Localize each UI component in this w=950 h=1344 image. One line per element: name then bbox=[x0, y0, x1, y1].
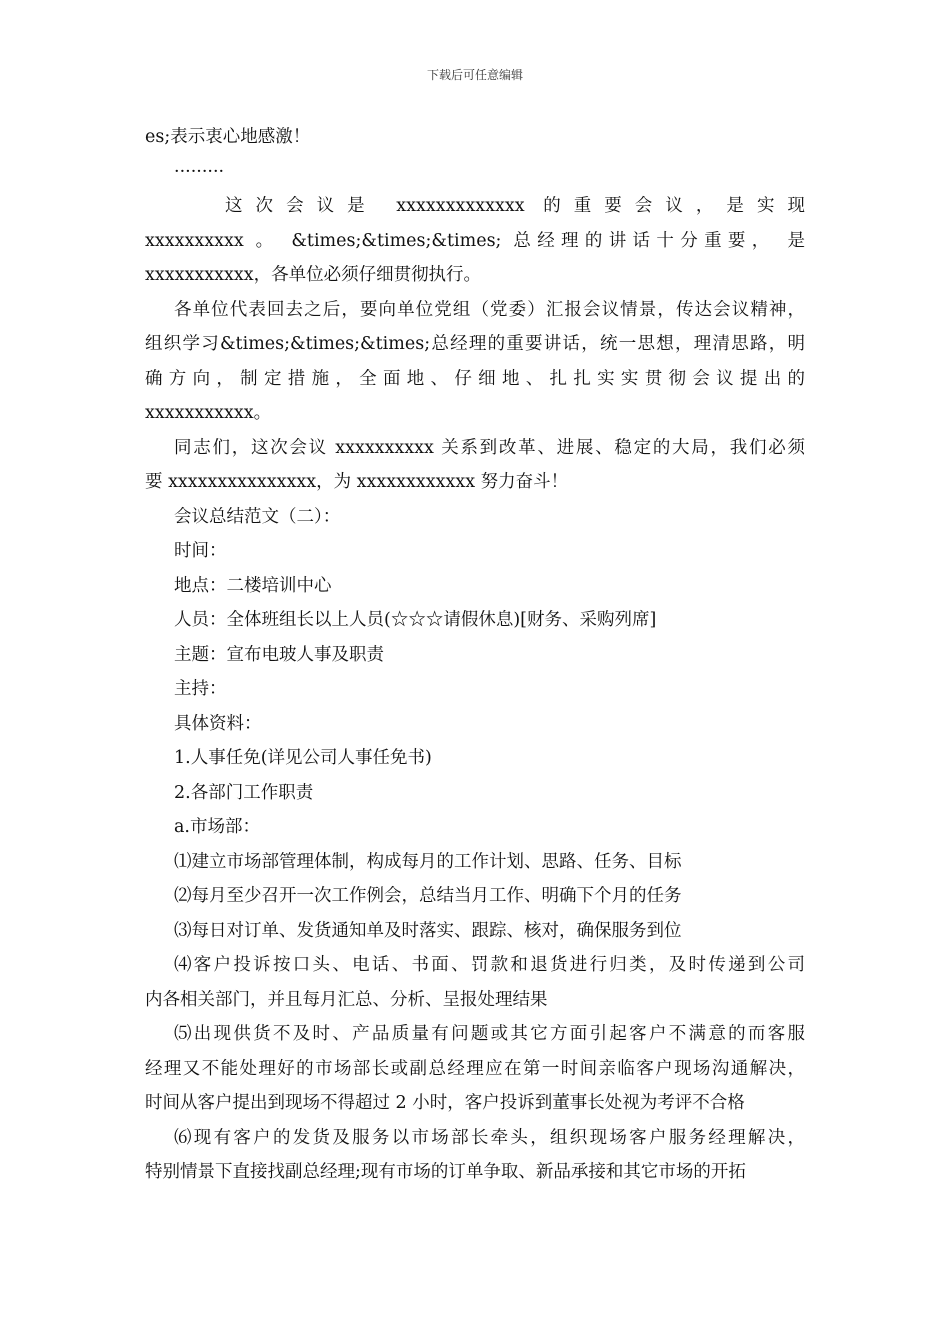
list-item-continued: 经理又不能处理好的市场部长或副总经理应在第一时间亲临客户现场沟通解决， bbox=[145, 1058, 805, 1079]
page-header: 下载后可任意编辑 bbox=[426, 68, 523, 82]
meeting-time: 时间： bbox=[174, 541, 227, 561]
section-heading: 会议总结范文（二）： bbox=[174, 506, 341, 527]
paragraph-line: 组织学习&times;&times;&times;总经理的重要讲话，统一思想，理清思路，明 bbox=[145, 334, 805, 354]
list-item: 2.各部门工作职责 bbox=[174, 782, 314, 803]
paragraph-line: xxxxxxxxxxx。 bbox=[145, 403, 272, 423]
list-item: a.市场部： bbox=[174, 817, 260, 837]
list-item: ⑹现有客户的发货及服务以市场部长牵头，组织现场客户服务经理解决， bbox=[174, 1127, 805, 1148]
meeting-location: 地点：二楼培训中心 bbox=[174, 575, 332, 596]
paragraph-line: es;表示衷心地感激！ bbox=[145, 127, 311, 147]
paragraph-line: 确方向，制定措施，全面地、仔细地、扎扎实实贯彻会议提出的 bbox=[145, 368, 805, 389]
document-body bbox=[145, 120, 805, 1190]
paragraph-line: xxxxxxxxxx 。 &times;&times;&times; 总经理的讲话十分重要， 是 bbox=[145, 230, 805, 251]
paragraph-line: 要 xxxxxxxxxxxxxxx，为 xxxxxxxxxxxx 努力奋斗！ bbox=[145, 472, 569, 492]
paragraph-line: 各单位代表回去之后，要向单位党组（党委）汇报会议情景，传达会议精神， bbox=[174, 299, 805, 320]
paragraph-line: 同志们，这次会议 xxxxxxxxxx 关系到改革、进展、稳定的大局，我们必须 bbox=[174, 437, 805, 458]
paragraph-line: xxxxxxxxxxx，各单位必须仔细贯彻执行。 bbox=[145, 265, 482, 285]
list-item-continued: 特别情景下直接找副总经理;现有市场的订单争取、新品承接和其它市场的开拓 bbox=[145, 1162, 746, 1182]
list-item: ⑵每月至少召开一次工作例会，总结当月工作、明确下个月的任务 bbox=[174, 886, 682, 906]
list-item: ⑷客户投诉按口头、电话、书面、罚款和退货进行归类，及时传递到公司 bbox=[174, 955, 805, 975]
meeting-attendees: 人员：全体班组长以上人员(☆☆☆请假休息)[财务、采购列席] bbox=[174, 610, 657, 630]
paragraph-line: 这次会议是 xxxxxxxxxxxxx 的重要会议，是实现 bbox=[225, 196, 805, 216]
meeting-host: 主持： bbox=[174, 679, 227, 699]
list-item: ⑸出现供货不及时、产品质量有问题或其它方面引起客户不满意的而客服 bbox=[174, 1024, 805, 1044]
meeting-topic: 主题：宣布电玻人事及职责 bbox=[174, 644, 384, 665]
list-item-continued: 时间从客户提出到现场不得超过 2 小时，客户投诉到董事长处视为考评不合格 bbox=[145, 1093, 745, 1113]
list-item-continued: 内各相关部门，并且每月汇总、分析、呈报处理结果 bbox=[145, 989, 548, 1010]
details-heading: 具体资料： bbox=[174, 713, 262, 734]
list-item: ⑶每日对订单、发货通知单及时落实、跟踪、核对，确保服务到位 bbox=[174, 920, 682, 941]
list-item: 1.人事任免(详见公司人事任免书) bbox=[174, 748, 432, 768]
list-item: ⑴建立市场部管理体制，构成每月的工作计划、思路、任务、目标 bbox=[174, 851, 682, 872]
ellipsis-line: ········· bbox=[174, 161, 225, 182]
